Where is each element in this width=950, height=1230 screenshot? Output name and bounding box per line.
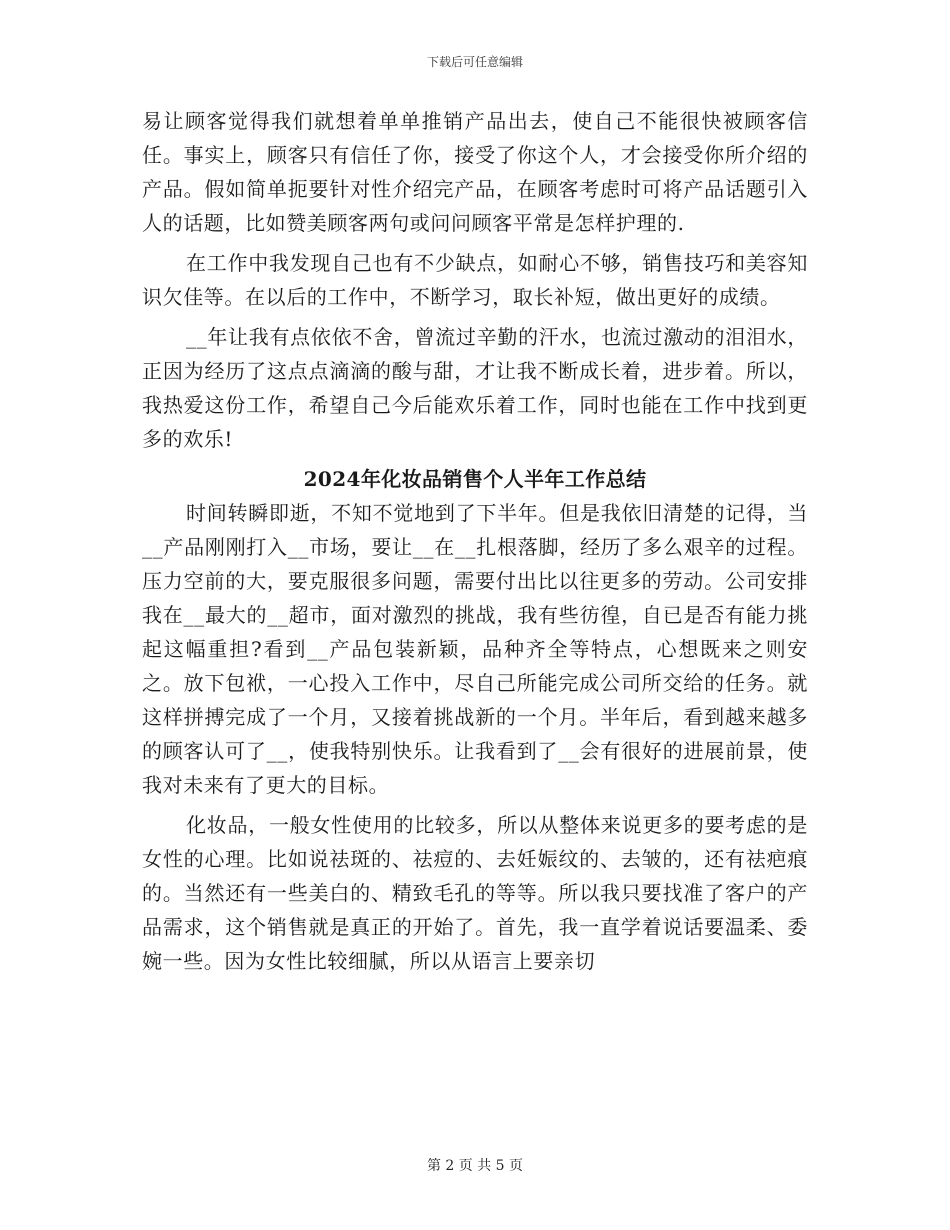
paragraph-5: 化妆品，一般女性使用的比较多，所以从整体来说更多的要考虑的是女性的心理。比如说祛斑的、祛痘的、去妊娠纹的、去皱的，还有祛疤痕的。当然还有一些美白的、精致毛孔的等等。所以我只要找准了客户的产品需求，这个销售就是真正的开始了。首先，我一直学着说话要温柔、委婉一些。因为女性比较细腻，所以从语言上要亲切 <box>142 813 808 973</box>
document-body <box>142 104 808 984</box>
paragraph-1: 易让顾客觉得我们就想着单单推销产品出去，使自己不能很快被顾客信任。事实上，顾客只有信任了你，接受了你这个人，才会接受你所介绍的产品。假如简单扼要针对性介绍完产品，在顾客考虑时可将产品话题引入人的话题，比如赞美顾客两句或问问顾客平常是怎样护理的. <box>142 109 808 235</box>
page-header: 下载后可任意编辑 <box>426 55 523 69</box>
page-footer: 第 2 页 共 5 页 <box>426 1158 524 1174</box>
section-title: 2024年化妆品销售个人半年工作总结 <box>303 467 647 491</box>
paragraph-3: __年让我有点依依不舍，曾流过辛勤的汗水，也流过激动的泪泪水，正因为经历了这点点滴滴的酸与甜，才让我不断成长着，进步着。所以，我热爱这份工作，希望自己今后能欢乐着工作，同时也能在工作中找到更多的欢乐! <box>142 325 808 451</box>
paragraph-2: 在工作中我发现自己也有不少缺点，如耐心不够，销售技巧和美容知识欠佳等。在以后的工作中，不断学习，取长补短，做出更好的成绩。 <box>142 251 808 309</box>
paragraph-4: 时间转瞬即逝，不知不觉地到了下半年。但是我依旧清楚的记得，当__产品刚刚打入__市场，要让__在__扎根落脚，经历了多么艰辛的过程。压力空前的大，要克服很多问题，需要付出比以往更多的劳动。公司安排我在__最大的__超市，面对激烈的挑战，我有些彷徨，自已是否有能力挑起这幅重担?看到__产品包装新颖，品种齐全等特点，心想既来之则安之。放下包袱，一心投入工作中，尽自己所能完成公司所交给的任务。就这样拼搏完成了一个月，又接着挑战新的一个月。半年后，看到越来越多的顾客认可了__，使我特别快乐。让我看到了__会有很好的进展前景，使我对未来有了更大的目标。 <box>142 501 808 797</box>
